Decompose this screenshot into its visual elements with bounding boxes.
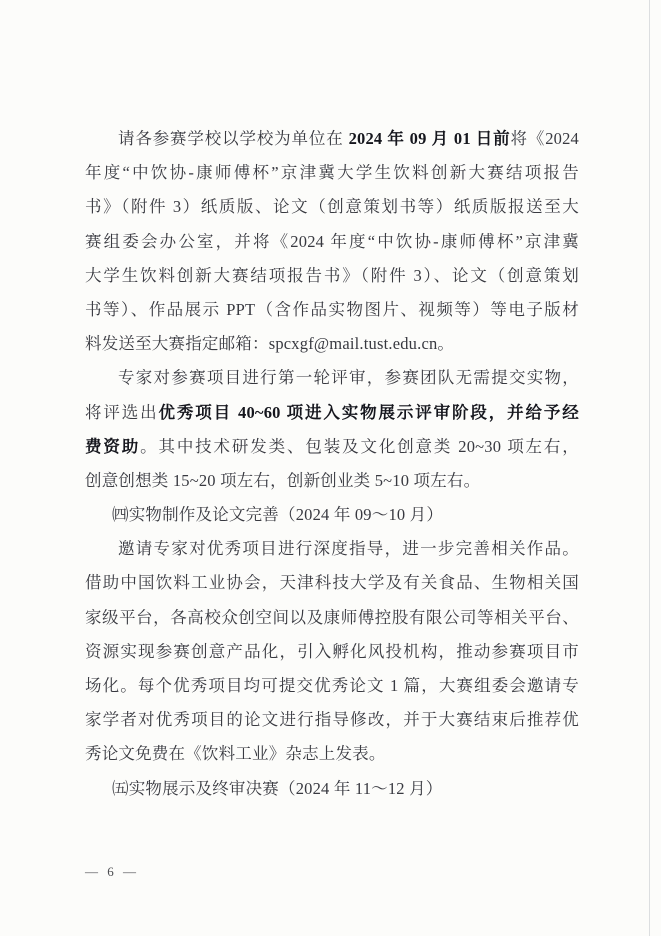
text-segment: 邀请专家对优秀项目进行深度指导，进一步完善相关作品。	[118, 539, 579, 559]
text-segment: 资源实现参赛创意产品化，引入孵化风投机构，推动参赛项目市	[85, 641, 579, 661]
text-segment: 将《2024	[510, 129, 579, 148]
text-line	[85, 532, 579, 566]
text-segment: ㈣实物制作及论文完善（2024 年 09～10 月）	[112, 505, 444, 525]
text-segment: 家学者对优秀项目的论文进行指导修改，并于大赛结束后推荐优	[85, 710, 579, 730]
text-segment: 书等）、作品展示 PPT（含作品实物图片、视频等）等电子版材	[85, 299, 579, 319]
text-line	[85, 327, 579, 361]
text-line	[85, 361, 579, 395]
text-line	[85, 635, 579, 669]
text-line	[85, 601, 579, 635]
text-segment: 。其中技术研发类、包装及文化创意类 20~30 项左右，	[140, 436, 579, 456]
text-segment: 创意创想类 15~20 项左右，创新创业类 5~10 项左右。	[85, 470, 481, 490]
text-segment: 场化。每个优秀项目均可提交优秀论文 1 篇，大赛组委会邀请专	[85, 676, 579, 695]
bold-text-segment: 费资助	[85, 436, 141, 456]
text-segment: 赛组委会办公室，并将《2024 年度“中饮协-康师傅杯”京津冀	[85, 231, 579, 251]
text-line	[85, 156, 579, 190]
text-segment: 秀论文免费在《饮料工业》杂志上发表。	[85, 744, 386, 764]
text-line	[85, 737, 579, 771]
text-line	[85, 498, 579, 532]
bold-text-segment: 2024 年 09 月 01 日前	[348, 129, 511, 148]
document-body	[85, 122, 579, 806]
text-line	[85, 772, 579, 806]
text-segment: 料发送至大赛指定邮箱：spcxgf@mail.tust.edu.cn。	[85, 334, 455, 354]
text-line	[85, 430, 579, 464]
text-line	[85, 703, 579, 737]
text-line	[85, 190, 579, 224]
text-line	[85, 259, 579, 293]
bold-text-segment: 优秀项目 40~60 项进入实物展示评审阶段，并给予经	[158, 402, 579, 422]
text-line	[85, 396, 579, 430]
text-segment: 借助中国饮料工业协会，天津科技大学及有关食品、生物相关国	[85, 573, 579, 593]
text-line	[85, 464, 579, 498]
text-line	[85, 566, 579, 600]
text-segment: ㈤实物展示及终审决赛（2024 年 11～12 月）	[112, 778, 443, 798]
text-line	[85, 293, 579, 327]
text-line	[85, 669, 579, 703]
text-segment: 请各参赛学校以学校为单位在	[118, 129, 349, 148]
text-line	[85, 122, 579, 156]
text-segment: 将评选出	[85, 402, 159, 422]
text-segment: 书》（附件 3）纸质版、论文（创意策划书等）纸质版报送至大	[85, 197, 579, 217]
page-number: — 6 —	[85, 864, 139, 879]
scan-edge-line	[649, 0, 650, 936]
text-segment: 家级平台，各高校众创空间以及康师傅控股有限公司等相关平台、	[85, 607, 579, 627]
text-line	[85, 225, 579, 259]
text-segment: 专家对参赛项目进行第一轮评审，参赛团队无需提交实物，	[118, 368, 579, 388]
text-segment: 年度“中饮协-康师傅杯”京津冀大学生饮料创新大赛结项报告	[85, 163, 579, 183]
text-segment: 大学生饮料创新大赛结项报告书》（附件 3）、论文（创意策划	[85, 265, 579, 285]
